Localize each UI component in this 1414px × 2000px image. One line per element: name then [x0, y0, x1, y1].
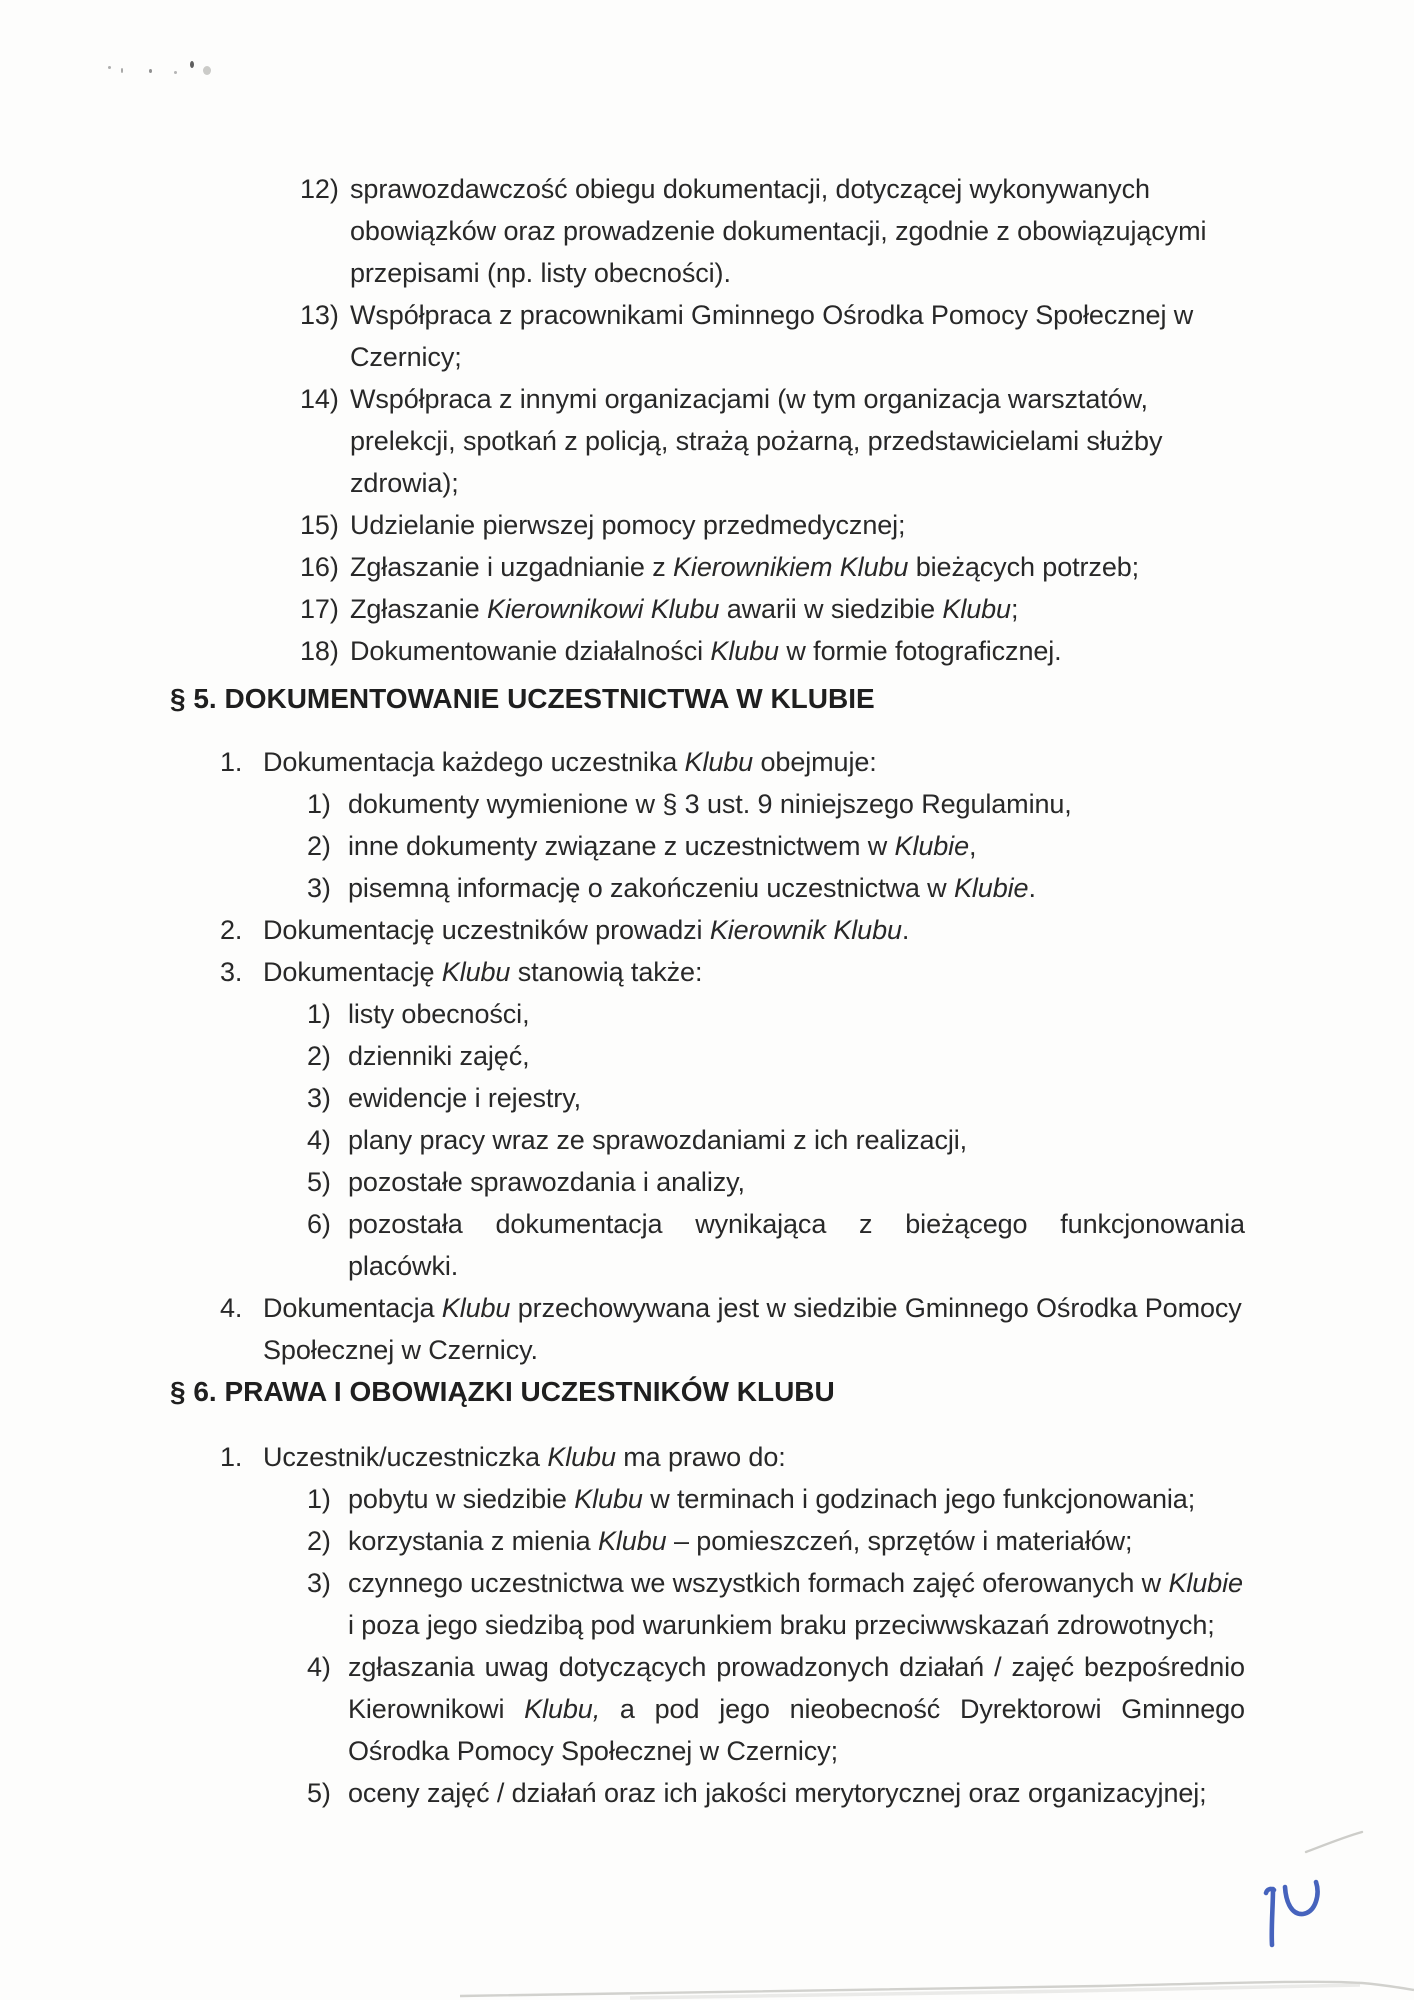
list-item	[0, 588, 1414, 630]
page-edge-shadow	[0, 1972, 1414, 2000]
list-item	[0, 1203, 1414, 1287]
ink-speck	[174, 71, 177, 74]
list-item-text	[348, 825, 1414, 867]
ink-speck	[121, 68, 123, 73]
list-item-number: 1.	[220, 747, 243, 777]
list-item-text	[348, 1035, 1414, 1077]
text: Dokumentację	[263, 957, 442, 987]
list-item-number: 2)	[307, 1041, 331, 1071]
list-item-number: 1.	[220, 1442, 243, 1472]
text-line	[350, 294, 1414, 336]
text: Współpraca z pracownikami Gminnego Ośrodka Pomocy Społecznej w	[350, 300, 1194, 330]
text: stanowią także:	[510, 957, 703, 987]
list-item	[0, 504, 1414, 546]
list-item-number: 5)	[307, 1778, 331, 1808]
section-5-list	[0, 741, 1414, 1371]
text: Zgłaszanie	[350, 594, 487, 624]
list-item-text	[350, 294, 1414, 378]
ink-speck	[203, 66, 211, 75]
text: prelekcji, spotkań z policją, strażą pożarną, przedstawicielami służby	[350, 426, 1163, 456]
list-item-number: 4.	[220, 1293, 243, 1323]
text: awarii w siedzibie	[719, 594, 943, 624]
list-item	[0, 909, 1414, 951]
text-line	[348, 867, 1414, 909]
list-item-text	[350, 630, 1414, 672]
text: zdrowia);	[350, 468, 459, 498]
text: i poza jego siedzibą pod warunkiem braku przeciwwskazań zdrowotnych;	[348, 1610, 1215, 1640]
text: w formie fotograficznej.	[778, 636, 1062, 666]
list-item	[0, 1436, 1414, 1478]
text-line	[348, 1119, 1414, 1161]
list-item	[0, 630, 1414, 672]
text: z	[859, 1209, 873, 1239]
text: dzienniki zajęć,	[348, 1041, 530, 1071]
text: w terminach i godzinach jego funkcjonowania;	[642, 1484, 1196, 1514]
text-line	[348, 1245, 1414, 1287]
list-item	[0, 294, 1414, 378]
list-item	[0, 168, 1414, 294]
list-item-number: 4)	[307, 1652, 331, 1682]
text: dotyczących	[558, 1652, 707, 1682]
text: wynikająca	[695, 1209, 827, 1239]
text: /	[994, 1652, 1002, 1682]
ink-speck	[149, 69, 152, 73]
text: Dokumentacja każdego uczestnika	[263, 747, 685, 777]
list-item-text	[348, 1520, 1414, 1562]
italic-text: Kierownik Klubu	[709, 915, 902, 945]
text: bezpośrednio	[1084, 1652, 1245, 1682]
list-item-number: 12)	[300, 174, 339, 204]
text: oceny zajęć / działań oraz ich jakości merytorycznej oraz organizacyjnej;	[348, 1778, 1207, 1808]
list-item	[0, 783, 1414, 825]
text: zgłaszania	[348, 1652, 475, 1682]
italic-text: Klubu	[684, 747, 754, 777]
list-item-number: 2)	[307, 1526, 331, 1556]
text: Udzielanie pierwszej pomocy przedmedycznej;	[350, 510, 906, 540]
list-item-text	[348, 1161, 1414, 1203]
text-line	[350, 462, 1414, 504]
list-item-text	[350, 504, 1414, 546]
text: obejmuje:	[753, 747, 877, 777]
text: Czernicy;	[350, 342, 462, 372]
list-item	[0, 1161, 1414, 1203]
document-body	[0, 168, 1414, 1814]
list-item	[0, 1287, 1414, 1371]
text-line	[263, 741, 1414, 783]
text-line	[263, 909, 1414, 951]
text-line	[263, 1287, 1414, 1329]
text: Ośrodka Pomocy Społecznej w Czernicy;	[348, 1736, 838, 1766]
text-line	[348, 1077, 1414, 1119]
list-item	[0, 1646, 1414, 1772]
list-item-text	[348, 783, 1414, 825]
text-line	[348, 1772, 1414, 1814]
list-item-text	[348, 993, 1414, 1035]
italic-text: Kierownikiem Klubu	[673, 552, 909, 582]
list-item-number: 17)	[300, 594, 339, 624]
list-item-text	[348, 1203, 1414, 1287]
text: Dyrektorowi	[959, 1694, 1102, 1724]
text-line	[348, 1730, 1414, 1772]
text-line	[348, 993, 1414, 1035]
text: a	[619, 1694, 635, 1724]
list-item-text	[263, 909, 1414, 951]
italic-text: Klubu	[574, 1484, 643, 1514]
text-line	[263, 1436, 1414, 1478]
list-item	[0, 1119, 1414, 1161]
text-line	[350, 210, 1414, 252]
text-line	[350, 630, 1414, 672]
text: Współpraca z innymi organizacjami (w tym organizacja warsztatów,	[350, 384, 1148, 414]
list-item-number: 18)	[300, 636, 339, 666]
list-item-text	[350, 588, 1414, 630]
italic-text: Klubie	[894, 831, 970, 861]
text: obowiązków oraz prowadzenie dokumentacji, zgodnie z obowiązującymi	[350, 216, 1207, 246]
text: dokumenty wymienione w § 3 ust. 9 niniejszego Regulaminu,	[348, 789, 1072, 819]
list-item	[0, 951, 1414, 993]
text: ,	[969, 831, 977, 861]
list-item-number: 3)	[307, 1568, 331, 1598]
list-item	[0, 1562, 1414, 1646]
text-line	[350, 420, 1414, 462]
text: ma prawo do:	[615, 1442, 786, 1472]
italic-text: Klubu,	[524, 1694, 601, 1724]
text-line	[350, 546, 1414, 588]
list-item	[0, 867, 1414, 909]
text: przepisami (np. listy obecności).	[350, 258, 731, 288]
list-item-text	[348, 867, 1414, 909]
text: pobytu w siedzibie	[348, 1484, 575, 1514]
list-item-number: 14)	[300, 384, 339, 414]
text-line	[348, 1688, 1245, 1730]
list-item	[0, 546, 1414, 588]
list-item	[0, 993, 1414, 1035]
list-item-number: 3.	[220, 957, 243, 987]
text: Kierownikowi	[348, 1694, 505, 1724]
text: przechowywana jest w siedzibie Gminnego Ośrodka Pomocy	[510, 1293, 1242, 1323]
pencil-mark	[1300, 1822, 1370, 1862]
list-item-text	[348, 1562, 1414, 1646]
text: korzystania z mienia	[348, 1526, 598, 1556]
text-line	[263, 1329, 1414, 1371]
text: Społecznej w Czernicy.	[263, 1335, 538, 1365]
text: pod	[654, 1694, 700, 1724]
text-line	[348, 783, 1414, 825]
text-line	[348, 1646, 1245, 1688]
text-line	[348, 1520, 1414, 1562]
ink-speck	[108, 66, 111, 69]
text: plany pracy wraz ze sprawozdaniami z ich realizacji,	[348, 1125, 968, 1155]
text: Dokumentację uczestników prowadzi	[263, 915, 710, 945]
list-item-number: 1)	[307, 1484, 331, 1514]
list-item-number: 5)	[307, 1167, 331, 1197]
list-item-number: 1)	[307, 999, 331, 1029]
text: Dokumentowanie działalności	[350, 636, 711, 666]
text-line	[263, 951, 1414, 993]
list-item	[0, 741, 1414, 783]
text: .	[1028, 873, 1036, 903]
italic-text: Klubu	[598, 1526, 667, 1556]
list-item-text	[263, 741, 1414, 783]
list-item-number: 3)	[307, 1083, 331, 1113]
text: Dokumentacja	[263, 1293, 442, 1323]
list-item-number: 16)	[300, 552, 339, 582]
text: Gminnego	[1121, 1694, 1245, 1724]
text: jego	[719, 1694, 770, 1724]
text-line	[350, 168, 1414, 210]
list-item-text	[263, 1287, 1414, 1371]
text-line	[348, 825, 1414, 867]
list-item-text	[263, 1436, 1414, 1478]
text-line	[348, 1478, 1414, 1520]
italic-text: Klubu	[942, 594, 1011, 624]
italic-text: Klubie	[953, 873, 1029, 903]
list-item-text	[350, 168, 1414, 294]
list-item	[0, 1520, 1414, 1562]
list-item-text	[348, 1077, 1414, 1119]
ink-speck	[190, 61, 194, 68]
list-item-text	[348, 1646, 1414, 1772]
list-item-number: 2)	[307, 831, 331, 861]
text: ;	[1010, 594, 1019, 624]
text: .	[901, 915, 910, 945]
italic-text: Klubu	[441, 1293, 511, 1323]
list-item	[0, 1478, 1414, 1520]
text: sprawozdawczość obiegu dokumentacji, dotyczącej wykonywanych	[350, 174, 1150, 204]
text: pozostała	[348, 1209, 463, 1239]
text: bieżących potrzeb;	[908, 552, 1140, 582]
text: listy obecności,	[348, 999, 530, 1029]
list-item-text	[350, 378, 1414, 504]
text: inne dokumenty związane z uczestnictwem w	[348, 831, 895, 861]
text-line	[350, 504, 1414, 546]
text-line	[348, 1203, 1245, 1245]
section-5-heading: § 5. DOKUMENTOWANIE UCZESTNICTWA W KLUBIE	[170, 683, 875, 714]
list-item	[0, 1035, 1414, 1077]
text: zajęć	[1011, 1652, 1075, 1682]
text-line	[350, 378, 1414, 420]
section-6-list	[0, 1436, 1414, 1814]
text: pisemną informację o zakończeniu uczestnictwa w	[348, 873, 954, 903]
list-item	[0, 1077, 1414, 1119]
italic-text: Klubu	[547, 1442, 616, 1472]
text-line	[350, 252, 1414, 294]
text: dokumentacja	[495, 1209, 663, 1239]
list-item-text	[350, 546, 1414, 588]
text: – pomieszczeń, sprzętów i materiałów;	[666, 1526, 1133, 1556]
list-item-text	[348, 1772, 1414, 1814]
list-item-number: 4)	[307, 1125, 331, 1155]
list-item-number: 15)	[300, 510, 339, 540]
italic-text: Klubu	[710, 636, 779, 666]
text: funkcjonowania	[1060, 1209, 1245, 1239]
text: uwag	[484, 1652, 549, 1682]
list-item	[0, 1772, 1414, 1814]
text: prowadzonych	[716, 1652, 890, 1682]
text-line	[348, 1035, 1414, 1077]
list-item-number: 13)	[300, 300, 339, 330]
text: Uczestnik/uczestniczka	[263, 1442, 548, 1472]
text-line	[348, 1604, 1414, 1646]
handwritten-initials	[1258, 1878, 1348, 1958]
text: czynnego uczestnictwa we wszystkich formach zajęć oferowanych w	[348, 1568, 1169, 1598]
text-line	[348, 1562, 1414, 1604]
list-item-number: 6)	[307, 1209, 331, 1239]
text: placówki.	[348, 1251, 459, 1281]
text: nieobecność	[789, 1694, 941, 1724]
text: ewidencje i rejestry,	[348, 1083, 581, 1113]
list-item-text	[348, 1119, 1414, 1161]
list-item-text	[263, 951, 1414, 993]
text: działań	[899, 1652, 985, 1682]
italic-text: Kierownikowi Klubu	[486, 594, 720, 624]
list-item-number: 1)	[307, 789, 331, 819]
text: Zgłaszanie i uzgadnianie z	[350, 552, 674, 582]
list-item-number: 2.	[220, 915, 243, 945]
intro-list	[0, 168, 1414, 672]
list-item-text	[348, 1478, 1414, 1520]
italic-text: Klubu	[441, 957, 511, 987]
text-line	[350, 336, 1414, 378]
text: bieżącego	[905, 1209, 1028, 1239]
section-6-heading: § 6. PRAWA I OBOWIĄZKI UCZESTNIKÓW KLUBU	[170, 1376, 835, 1407]
text: pozostałe sprawozdania i analizy,	[348, 1167, 745, 1197]
list-item	[0, 825, 1414, 867]
text-line	[348, 1161, 1414, 1203]
list-item	[0, 378, 1414, 504]
text-line	[350, 588, 1414, 630]
list-item-number: 3)	[307, 873, 331, 903]
italic-text: Klubie	[1168, 1568, 1243, 1598]
